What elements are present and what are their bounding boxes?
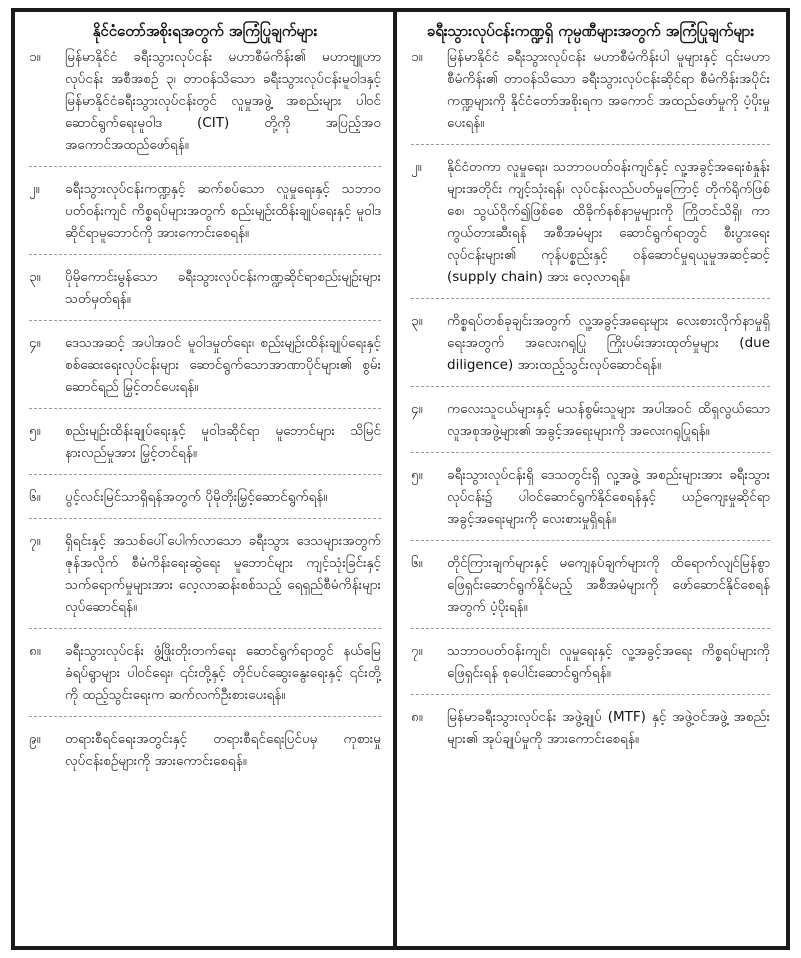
item-text: သဘာဝပတ်ဝန်းကျင်၊ လူမှုရေးနှင့် လူ့အခွင့်အရေး ကိစ္စရပ်များကို ဖြေရှင်းရန် စုပေါင်းဆောင်ရွက်ရန်။	[447, 643, 770, 681]
item-text: ကလေးသူငယ်များနှင့် မသန်စွမ်းသူများ အပါအဝင် ထိရှလွယ်သော လူအစုအဖွဲ့များ၏ အခွင့်အရေးများကို အလေးဂရုပြုရန်။	[447, 401, 770, 439]
item-number: ၁။	[411, 49, 423, 65]
government-recommendations-column	[15, 12, 397, 946]
item-text: တရားစီရင်ရေးအတွင်းနှင့် တရားစီရင်ရေးပြင်ပမှ ကုစားမှုလုပ်ငန်းစဉ်များကို အားကောင်းစေရန်။	[65, 731, 381, 769]
item-divider	[29, 474, 381, 475]
list-item	[29, 266, 381, 310]
list-item	[411, 640, 770, 684]
item-divider	[29, 320, 381, 321]
list-item	[411, 46, 770, 134]
item-number: ၃။	[411, 313, 423, 329]
list-item	[411, 156, 770, 288]
item-text: ဒေသအဆင့် အပါအဝင် မူဝါဒမှုတ်ရေး၊ စည်းမျဉ်းထိန်းချုပ်ရေးနှင့် စစ်ဆေးရေးလုပ်ငန်းများ ဆောင်ရွက်သောအာဏာပိုင်များ၏ စွမ်းဆောင်ရည် မြှင့်တင်ပေးရန်။	[65, 335, 381, 395]
item-number: ၇။	[29, 533, 41, 549]
list-item	[29, 486, 381, 508]
list-item	[29, 46, 381, 156]
list-item	[29, 728, 381, 772]
item-text: မြန်မာနိုင်ငံ ခရီးသွားလုပ်ငန်း မဟာစီမံကိန်းပါ မူများနှင့် ၎င်းမဟာစီမံကိန်း၏ တာဝန်သိသော ခရီးသွားလုပ်ငန်းဆိုင်ရာ စီမံကိန်းအပိုင်းကဏ္ဍများကို နိုင်ငံတော်အစိုးရက အကောင် အထည်ဖော်မှုကို ပံ့ပိုးမှုပေးရန်။	[447, 49, 770, 131]
item-number: ၁။	[29, 49, 41, 65]
government-recommendations-list	[29, 46, 381, 772]
item-text: ခရီးသွားလုပ်ငန်းကဏ္ဍနှင့် ဆက်စပ်သော လူမှုရေးနှင့် သဘာဝပတ်ဝန်းကျင် ကိစ္စရပ်များအတွက် စည်းမျဉ်းထိန်းချုပ်ရေးနှင့် မူဝါဒဆိုင်ရာမူဘောင်ကို အားကောင်းစေရန်။	[65, 181, 381, 241]
list-item	[411, 552, 770, 618]
item-number: ၆။	[29, 489, 41, 505]
item-number: ၉။	[29, 731, 41, 747]
item-divider	[411, 144, 770, 145]
list-item	[411, 310, 770, 376]
list-item	[29, 530, 381, 618]
item-number: ၄။	[411, 401, 423, 417]
item-number: ၃။	[29, 269, 41, 285]
item-divider	[411, 386, 770, 387]
list-item	[29, 178, 381, 244]
company-column-title: ခရီးသွားလုပ်ငန်းကဏ္ဍရှိ ကုမ္ပဏီများအတွက် အကြံပြုချက်များ	[426, 22, 755, 40]
item-text: နိုင်ငံတကာ လူမှုရေး၊ သဘာဝပတ်ဝန်းကျင်နှင့် လူ့အခွင့်အရေးစံနှုန်းများအတိုင်း ကျင့်သုံးရန်၊ လုပ်ငန်းလည်ပတ်မှုကြောင့် တိုက်ရိုက်ဖြစ်စေ၊ သွယ်ဝိုက်၍ဖြစ်စေ ထိခိုက်နစ်နာမှုများကို ကြိုတင်သိရှိ၊ ကာကွယ်တားဆီးရန် အစီအမံများ ဆောင်ရွက်ရာတွင် စီးပွားရေးလုပ်ငန်းများ၏ ကုန်ပစ္စည်းနှင့် ဝန်ဆောင်မှုရယူမှုအဆင့်ဆင့် (supply chain) အား လေ့လာရန်။	[447, 159, 770, 285]
recommendations-table	[11, 8, 790, 950]
item-number: ၈။	[411, 709, 423, 725]
item-text: မြန်မာခရီးသွားလုပ်ငန်း အဖွဲ့ချုပ် (MTF) နှင့် အဖွဲ့ဝင်အဖွဲ့ အစည်းများ၏ အုပ်ချုပ်မှုကို အားကောင်းစေရန်။	[447, 709, 770, 747]
item-number: ၂။	[29, 181, 40, 197]
item-divider	[29, 166, 381, 167]
item-divider	[411, 628, 770, 629]
list-item	[411, 398, 770, 442]
item-text: မြန်မာနိုင်ငံ ခရီးသွားလုပ်ငန်း မဟာစီမံကိန်း၏ မဟာဗျူဟာလုပ်ငန်း အစီအစဉ် ၃၊ တာဝန်သိသော ခရီးသွားလုပ်ငန်းမူဝါဒနှင့် မြန်မာနိုင်ငံခရီးသွားလုပ်ငန်းတွင် လူမှုအဖွဲ့ အစည်းများ ပါဝင်ဆောင်ရွက်ရေးမူဝါဒ (CIT) တို့ကို အပြည့်အဝ အကောင်အထည်ဖော်ရန်။	[65, 49, 381, 153]
item-divider	[411, 298, 770, 299]
item-divider	[411, 694, 770, 695]
item-number: ၅။	[29, 423, 41, 439]
item-text: စည်းမျဉ်းထိန်းချုပ်ရေးနှင့် မူဝါဒဆိုင်ရာ မူဘောင်များ သိမြင်နားလည်မှုအား မြှင့်တင်ရန်။	[65, 423, 381, 461]
item-text: ပိုမိုကောင်းမွန်သော ခရီးသွားလုပ်ငန်းကဏ္ဍဆိုင်ရာစည်းမျဉ်းများ သတ်မှတ်ရန်။	[65, 269, 381, 307]
item-number: ၂။	[411, 159, 422, 175]
list-item	[29, 332, 381, 398]
item-divider	[29, 716, 381, 717]
item-number: ၅။	[411, 467, 423, 483]
government-column-title: နိုင်ငံတော်အစိုးရအတွက် အကြံပြုချက်များ	[92, 22, 318, 40]
item-text: တိုင်ကြားချက်များနှင့် မကျေနပ်ချက်များကို ထိရောက်လျင်မြန်စွာ ဖြေရှင်းဆောင်ရွက်နိုင်မည့် အစီအမံများကို ဖော်ဆောင်နိုင်စေရန်အတွက် ပံ့ပိုးရန်။	[447, 555, 770, 615]
item-text: ခရီးသွားလုပ်ငန်း ဖွံ့ဖြိုးတိုးတက်ရေး ဆောင်ရွက်ရာတွင် နယ်မြေခံရပ်ရွာများ ပါဝင်ရေး၊ ၎င်းတို့နှင့် တိုင်ပင်ဆွေးနွေးရေးနှင့် ၎င်းတို့ကို ထည့်သွင်းရေးက ဆက်လက်ဦးစားပေးရန်။	[65, 643, 381, 703]
item-divider	[29, 254, 381, 255]
item-number: ၈။	[29, 643, 41, 659]
item-number: ၆။	[411, 555, 423, 571]
item-text: ပွင့်လင်းမြင်သာရှိရန်အတွက် ပိုမိုတိုးမြှင့်ဆောင်ရွက်ရန်။	[65, 489, 328, 505]
item-text: ရှိရင်းနှင့် အသစ်ပေါ်ပေါက်လာသော ခရီးသွား ဒေသများအတွက် ဇုန်အလိုက် စီမံကိန်းရေးဆွဲရေး မူဘောင်များ ကျင့်သုံးခြင်းနှင့် သက်ရောက်မှုများအား လေ့လာဆန်းစစ်သည့် ရေရှည်စီမံကိန်းများ လုပ်ဆောင်ရန်။	[65, 533, 381, 615]
item-divider	[411, 452, 770, 453]
list-item	[29, 640, 381, 706]
item-divider	[29, 408, 381, 409]
item-divider	[29, 518, 381, 519]
list-item	[411, 464, 770, 530]
item-text: ကိစ္စရပ်တစ်ခုချင်းအတွက် လူ့အခွင့်အရေးများ လေးစားလိုက်နာမှုရှိရေးအတွက် အလေးဂရုပြု ကြိုးပမ်းအားထုတ်မှုများ (due diligence) အားထည့်သွင်းလုပ်ဆောင်ရန်။	[447, 313, 770, 373]
company-recommendations-list	[411, 46, 770, 750]
list-item	[411, 706, 770, 750]
item-number: ၇။	[411, 643, 423, 659]
list-item	[29, 420, 381, 464]
item-divider	[29, 628, 381, 629]
item-number: ၄။	[29, 335, 41, 351]
company-recommendations-column	[397, 12, 786, 946]
item-text: ခရီးသွားလုပ်ငန်းရှိ ဒေသတွင်းရှိ လူ့အဖွဲ့ အစည်းများအား ခရီးသွားလုပ်ငန်း၌ ပါဝင်ဆောင်ရွက်နိုင်စေရန်နှင့် ယဉ်ကျေးမှုဆိုင်ရာ အခွင့်အရေးများကို လေးစားမှုရှိရန်။	[447, 467, 770, 527]
item-divider	[411, 540, 770, 541]
